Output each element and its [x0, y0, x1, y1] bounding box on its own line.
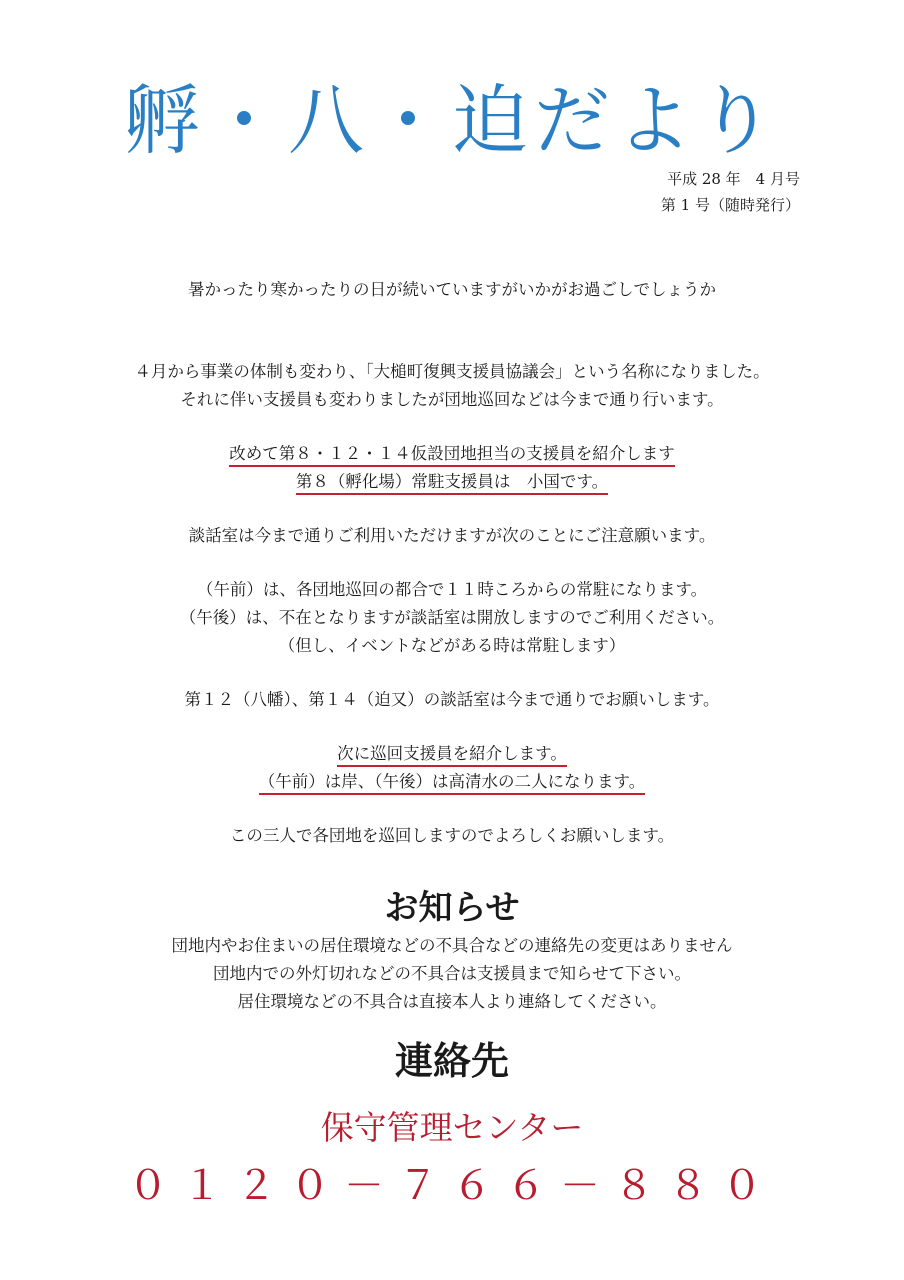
- schedule-afternoon: （午後）は、不在となりますが談話室は開放しますのでご利用ください。: [179, 608, 725, 627]
- issue-date: 平成 28 年 4 月号: [667, 170, 800, 188]
- schedule-morning: （午前）は、各団地巡回の都合で１１時ころからの常駐になります。: [196, 580, 708, 599]
- patrol-staff-names-text: （午前）は岸、（午後）は高清水の二人になります。: [259, 772, 645, 795]
- notice-heading: お知らせ: [384, 888, 520, 928]
- issue-number: 第 1 号（随時発行）: [660, 196, 800, 214]
- resident-staff-intro: [0, 440, 904, 464]
- resident-staff-name-text: 第８（孵化場）常駐支援員は 小国です。: [296, 472, 608, 495]
- lounge-notice: 談話室は今まで通りご利用いただけますが次のことにご注意願います。: [188, 526, 716, 545]
- resident-staff-intro-text: 改めて第８・１２・１４仮設団地担当の支援員を紹介します: [229, 444, 675, 467]
- contact-center-name: 保守管理センター: [320, 1108, 584, 1147]
- patrol-staff-intro: [0, 740, 904, 764]
- greeting-text: 暑かったり寒かったりの日が続いていますがいかがお過ごしでしょうか: [188, 280, 716, 299]
- contact-heading: 連絡先: [394, 1039, 509, 1083]
- intro-line-1: ４月から事業の体制も変わり、「大槌町復興支援員協議会」という名称になりました。: [134, 362, 770, 381]
- notice-line-1: 団地内やお住まいの居住環境などの不具合などの連絡先の変更はありません: [171, 936, 733, 955]
- resident-staff-name: [0, 468, 904, 492]
- other-lounges-text: 第１２（八幡）、第１４（迫又）の談話室は今まで通りでお願いします。: [184, 690, 720, 709]
- notice-line-2: 団地内での外灯切れなどの不具合は支援員まで知らせて下さい。: [212, 964, 691, 983]
- closing-text: この三人で各団地を巡回しますのでよろしくお願いします。: [229, 826, 675, 845]
- schedule-note: （但し、イベントなどがある時は常駐します）: [278, 636, 626, 655]
- notice-line-3: 居住環境などの不具合は直接本人より連絡してください。: [237, 992, 667, 1011]
- contact-phone-number: ０１２０－７６６－８８０: [128, 1163, 776, 1209]
- patrol-staff-names: [0, 768, 904, 792]
- newsletter-title: 孵・八・迫だより: [124, 76, 780, 165]
- patrol-staff-intro-text: 次に巡回支援員を紹介します。: [337, 744, 567, 767]
- intro-line-2: それに伴い支援員も変わりましたが団地巡回などは今まで通り行います。: [180, 390, 724, 409]
